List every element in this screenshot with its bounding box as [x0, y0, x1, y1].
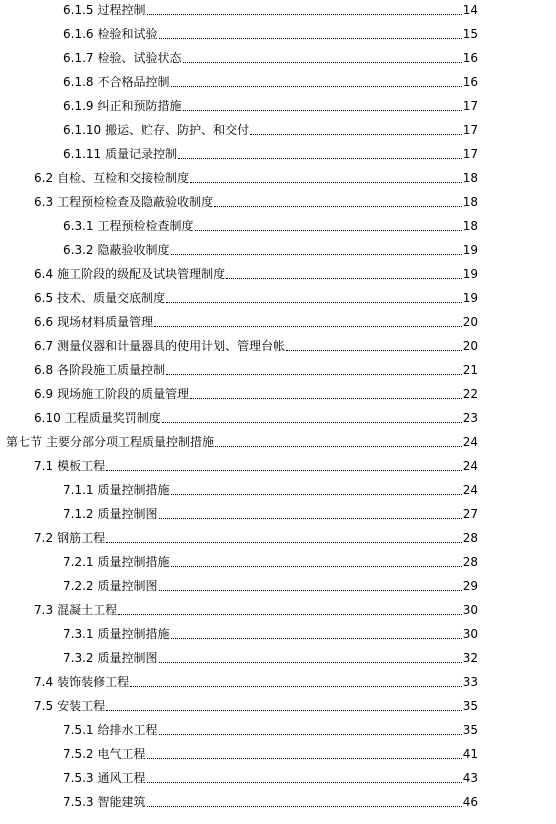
toc-entry-page-number: 19: [462, 243, 478, 257]
toc-entry-number: 6.10: [34, 411, 61, 425]
toc-entry-page-number: 27: [462, 507, 478, 521]
toc-entry-label: [34, 171, 189, 186]
dot-leader: [106, 542, 462, 543]
toc-entry-label: [34, 291, 165, 306]
toc-entry-number: 6.1.8: [63, 75, 94, 89]
toc-entry-label: [63, 51, 182, 66]
toc-entry-page-number: 15: [462, 27, 478, 41]
toc-entry-title: 检验和试验: [97, 27, 158, 41]
toc-entry-label: [63, 747, 146, 762]
toc-entry-page-number: 18: [462, 219, 478, 233]
toc-entry-label: [63, 507, 158, 522]
toc-entry-label: [34, 531, 105, 546]
toc-entry-number: 7.3.2: [63, 651, 94, 665]
toc-entry-label: [34, 411, 161, 426]
toc-entry-title: 隐蔽验收制度: [97, 243, 170, 257]
toc-entry-number: 7.5: [34, 699, 54, 713]
toc-entry-title: 智能建筑: [97, 795, 146, 809]
toc-entry-number: 6.6: [34, 315, 54, 329]
toc-entry-label: [63, 123, 249, 138]
toc-entry-title: 自检、互检和交接检制度: [57, 171, 190, 185]
toc-entry-title: 质量控制图: [97, 507, 158, 521]
toc-entry-label: [63, 3, 146, 18]
toc-entry[interactable]: [34, 666, 478, 690]
toc-entry-title: 现场施工阶段的质量管理: [57, 387, 190, 401]
toc-entry-page-number: 19: [462, 291, 478, 305]
toc-entry-title: 给排水工程: [97, 723, 158, 737]
toc-entry-page-number: 43: [462, 771, 478, 785]
toc-entry-label: [34, 675, 129, 690]
toc-entry-label: [34, 267, 225, 282]
dot-leader: [159, 590, 462, 591]
toc-entry-title: 现场材料质量管理: [57, 315, 154, 329]
toc-entry-page-number: 41: [462, 747, 478, 761]
toc-entry-title: 工程预检检查制度: [97, 219, 194, 233]
toc-entry-title: 通风工程: [97, 771, 146, 785]
toc-entry-page-number: 14: [462, 3, 478, 17]
toc-entry-label: [63, 99, 182, 114]
dot-leader: [226, 278, 462, 279]
toc-entry-label: [63, 771, 146, 786]
toc-entry-label: [63, 651, 158, 666]
toc-entry-page-number: 35: [462, 723, 478, 737]
toc-entry-label: [34, 459, 105, 474]
dot-leader: [154, 326, 462, 327]
toc-entry-title: 质量控制图: [97, 651, 158, 665]
toc-entry-title: 安装工程: [57, 699, 106, 713]
toc-entry-title: 主要分部分项工程质量控制措施: [46, 435, 215, 449]
dot-leader: [171, 86, 462, 87]
toc-entry[interactable]: [63, 42, 478, 66]
toc-entry[interactable]: [34, 450, 478, 474]
toc-entry-page-number: 20: [462, 339, 478, 353]
toc-entry[interactable]: [63, 114, 478, 138]
toc-entry-label: [34, 339, 285, 354]
toc-entry-label: [34, 387, 189, 402]
toc-entry[interactable]: [63, 786, 478, 810]
dot-leader: [130, 686, 462, 687]
toc-entry-number: 7.5.2: [63, 747, 94, 761]
toc-entry[interactable]: [63, 210, 478, 234]
toc-entry-number: 6.1.9: [63, 99, 94, 113]
dot-leader: [159, 734, 462, 735]
toc-entry-title: 电气工程: [97, 747, 146, 761]
toc-entry-title: 不合格品控制: [97, 75, 170, 89]
toc-entry-title: 检验、试验状态: [97, 51, 182, 65]
dot-leader: [147, 758, 462, 759]
toc-entry-label: [34, 603, 117, 618]
toc-entry[interactable]: [34, 282, 478, 306]
toc-entry-title: 各阶段施工质量控制: [57, 363, 166, 377]
toc-entry[interactable]: [34, 522, 478, 546]
toc-entry-title: 工程预检检查及隐蔽验收制度: [57, 195, 214, 209]
toc-entry-number: 6.5: [34, 291, 54, 305]
toc-entry-label: [63, 75, 170, 90]
toc-entry-page-number: 16: [462, 75, 478, 89]
dot-leader: [147, 782, 462, 783]
toc-entry[interactable]: [63, 762, 478, 786]
dot-leader: [286, 350, 462, 351]
toc-entry-label: [63, 27, 158, 42]
toc-entry[interactable]: [34, 330, 478, 354]
toc-entry-page-number: 24: [462, 435, 478, 449]
toc-entry-number: 6.3: [34, 195, 54, 209]
dot-leader: [159, 518, 462, 519]
toc-entry-page-number: 28: [462, 555, 478, 569]
dot-leader: [159, 38, 462, 39]
toc-entry-page-number: 17: [462, 99, 478, 113]
toc-entry-page-number: 30: [462, 627, 478, 641]
dot-leader: [166, 374, 462, 375]
toc-entry[interactable]: [63, 546, 478, 570]
toc-entry-title: 技术、质量交底制度: [57, 291, 166, 305]
toc-entry-label: [63, 627, 170, 642]
toc-entry-title: 过程控制: [97, 3, 146, 17]
toc-entry-page-number: 19: [462, 267, 478, 281]
dot-leader: [183, 110, 462, 111]
toc-entry-label: [34, 315, 153, 330]
toc-entry-page-number: 35: [462, 699, 478, 713]
toc-entry[interactable]: [63, 570, 478, 594]
dot-leader: [178, 158, 462, 159]
toc-entry-label: [63, 579, 158, 594]
toc-entry-page-number: 46: [462, 795, 478, 809]
toc-entry-title: 搬运、贮存、防护、和交付: [105, 123, 250, 137]
toc-entry-page-number: 22: [462, 387, 478, 401]
dot-leader: [171, 566, 462, 567]
toc-entry-title: 钢筋工程: [57, 531, 106, 545]
toc-entry-title: 施工阶段的级配及试块管理制度: [57, 267, 226, 281]
toc-entry-number: 6.3.2: [63, 243, 94, 257]
toc-entry-page-number: 33: [462, 675, 478, 689]
toc-entry-title: 质量控制措施: [97, 555, 170, 569]
toc-entry-title: 质量记录控制: [105, 147, 178, 161]
dot-leader: [171, 254, 462, 255]
toc-entry-page-number: 18: [462, 171, 478, 185]
toc-entry-page-number: 29: [462, 579, 478, 593]
toc-entry-label: [63, 243, 170, 258]
toc-entry[interactable]: [63, 90, 478, 114]
toc-entry-title: 质量控制措施: [97, 483, 170, 497]
toc-entry-label: [63, 219, 194, 234]
dot-leader: [118, 614, 462, 615]
dot-leader: [147, 806, 462, 807]
toc-entry-title: 工程质量奖罚制度: [64, 411, 161, 425]
toc-entry-page-number: 20: [462, 315, 478, 329]
toc-entry-title: 纠正和预防措施: [97, 99, 182, 113]
toc-entry-label: [63, 147, 177, 162]
toc-entry[interactable]: [63, 0, 478, 18]
toc-entry-page-number: 18: [462, 195, 478, 209]
toc-entry-number: 7.1.1: [63, 483, 94, 497]
toc-entry-number: 7.2: [34, 531, 54, 545]
toc-entry-number: 6.1.6: [63, 27, 94, 41]
dot-leader: [159, 662, 462, 663]
toc-entry[interactable]: [6, 426, 478, 450]
toc-entry-title: 质量控制图: [97, 579, 158, 593]
toc-entry[interactable]: [34, 354, 478, 378]
toc-entry-number: 6.1.11: [63, 147, 102, 161]
dot-leader: [190, 398, 462, 399]
toc-entry-number: 7.3.1: [63, 627, 94, 641]
dot-leader: [166, 302, 462, 303]
toc-entry-page-number: 24: [462, 483, 478, 497]
toc-entry[interactable]: [63, 234, 478, 258]
toc-entry-number: 7.5.1: [63, 723, 94, 737]
toc-entry-label: [63, 723, 158, 738]
toc-entry-number: 7.3: [34, 603, 54, 617]
toc-entry-page-number: 17: [462, 147, 478, 161]
toc-entry-number: 7.4: [34, 675, 54, 689]
toc-entry-label: [63, 483, 170, 498]
dot-leader: [106, 470, 462, 471]
toc-entry-title: 测量仪器和计量器具的使用计划、管理台帐: [57, 339, 286, 353]
toc-entry-label: [63, 795, 146, 810]
dot-leader: [214, 206, 462, 207]
toc-entry-page-number: 23: [462, 411, 478, 425]
toc-entry-number: 7.2.2: [63, 579, 94, 593]
dot-leader: [215, 446, 462, 447]
toc-entry-label: [34, 699, 105, 714]
toc-entry-title: 质量控制措施: [97, 627, 170, 641]
dot-leader: [147, 14, 462, 15]
toc-entry-page-number: 32: [462, 651, 478, 665]
toc-entry-page-number: 28: [462, 531, 478, 545]
toc-entry[interactable]: [63, 618, 478, 642]
toc-entry-number: 7.5.3: [63, 771, 94, 785]
toc-entry[interactable]: [63, 642, 478, 666]
toc-entry-number: 6.1.7: [63, 51, 94, 65]
toc-entry-page-number: 30: [462, 603, 478, 617]
dot-leader: [106, 710, 462, 711]
dot-leader: [171, 638, 462, 639]
toc-entry-number: 7.2.1: [63, 555, 94, 569]
toc-entry[interactable]: [34, 378, 478, 402]
toc-entry[interactable]: [34, 594, 478, 618]
toc-entry-label: [6, 435, 214, 450]
toc-entry-number: 6.7: [34, 339, 54, 353]
toc-entry-number: 7.1: [34, 459, 54, 473]
toc-entry[interactable]: [34, 402, 478, 426]
toc-entry[interactable]: [34, 690, 478, 714]
toc-entry-label: [63, 555, 170, 570]
toc-entry-number: 6.4: [34, 267, 54, 281]
dot-leader: [190, 182, 462, 183]
toc-entry[interactable]: [34, 162, 478, 186]
toc-entry[interactable]: [63, 138, 478, 162]
toc-entry[interactable]: [34, 186, 478, 210]
dot-leader: [183, 62, 462, 63]
toc-entry[interactable]: [63, 18, 478, 42]
toc-entry[interactable]: [63, 738, 478, 762]
dot-leader: [195, 230, 462, 231]
toc-entry-page-number: 16: [462, 51, 478, 65]
toc-entry-number: 6.8: [34, 363, 54, 377]
toc-entry-number: 6.9: [34, 387, 54, 401]
toc-entry-number: 第七节: [6, 435, 43, 449]
toc-entry-title: 混凝土工程: [57, 603, 118, 617]
toc-entry[interactable]: [63, 498, 478, 522]
toc-entry[interactable]: [34, 258, 478, 282]
toc-entry-title: 装饰装修工程: [57, 675, 130, 689]
toc-entry-number: 6.3.1: [63, 219, 94, 233]
toc-entry-number: 6.1.5: [63, 3, 94, 17]
toc-entry[interactable]: [63, 714, 478, 738]
toc-entry[interactable]: [63, 474, 478, 498]
toc-entry-page-number: 21: [462, 363, 478, 377]
toc-entry-number: 7.5.3: [63, 795, 94, 809]
toc-entry-title: 模板工程: [57, 459, 106, 473]
toc-entry-number: 6.2: [34, 171, 54, 185]
dot-leader: [250, 134, 462, 135]
dot-leader: [171, 494, 462, 495]
toc-entry-page-number: 24: [462, 459, 478, 473]
toc-entry[interactable]: [63, 66, 478, 90]
toc-entry-label: [34, 363, 165, 378]
toc-entry-number: 7.1.2: [63, 507, 94, 521]
dot-leader: [162, 422, 462, 423]
toc-entry-number: 6.1.10: [63, 123, 102, 137]
toc-entry-label: [34, 195, 213, 210]
toc-entry[interactable]: [34, 306, 478, 330]
toc-entry-page-number: 17: [462, 123, 478, 137]
